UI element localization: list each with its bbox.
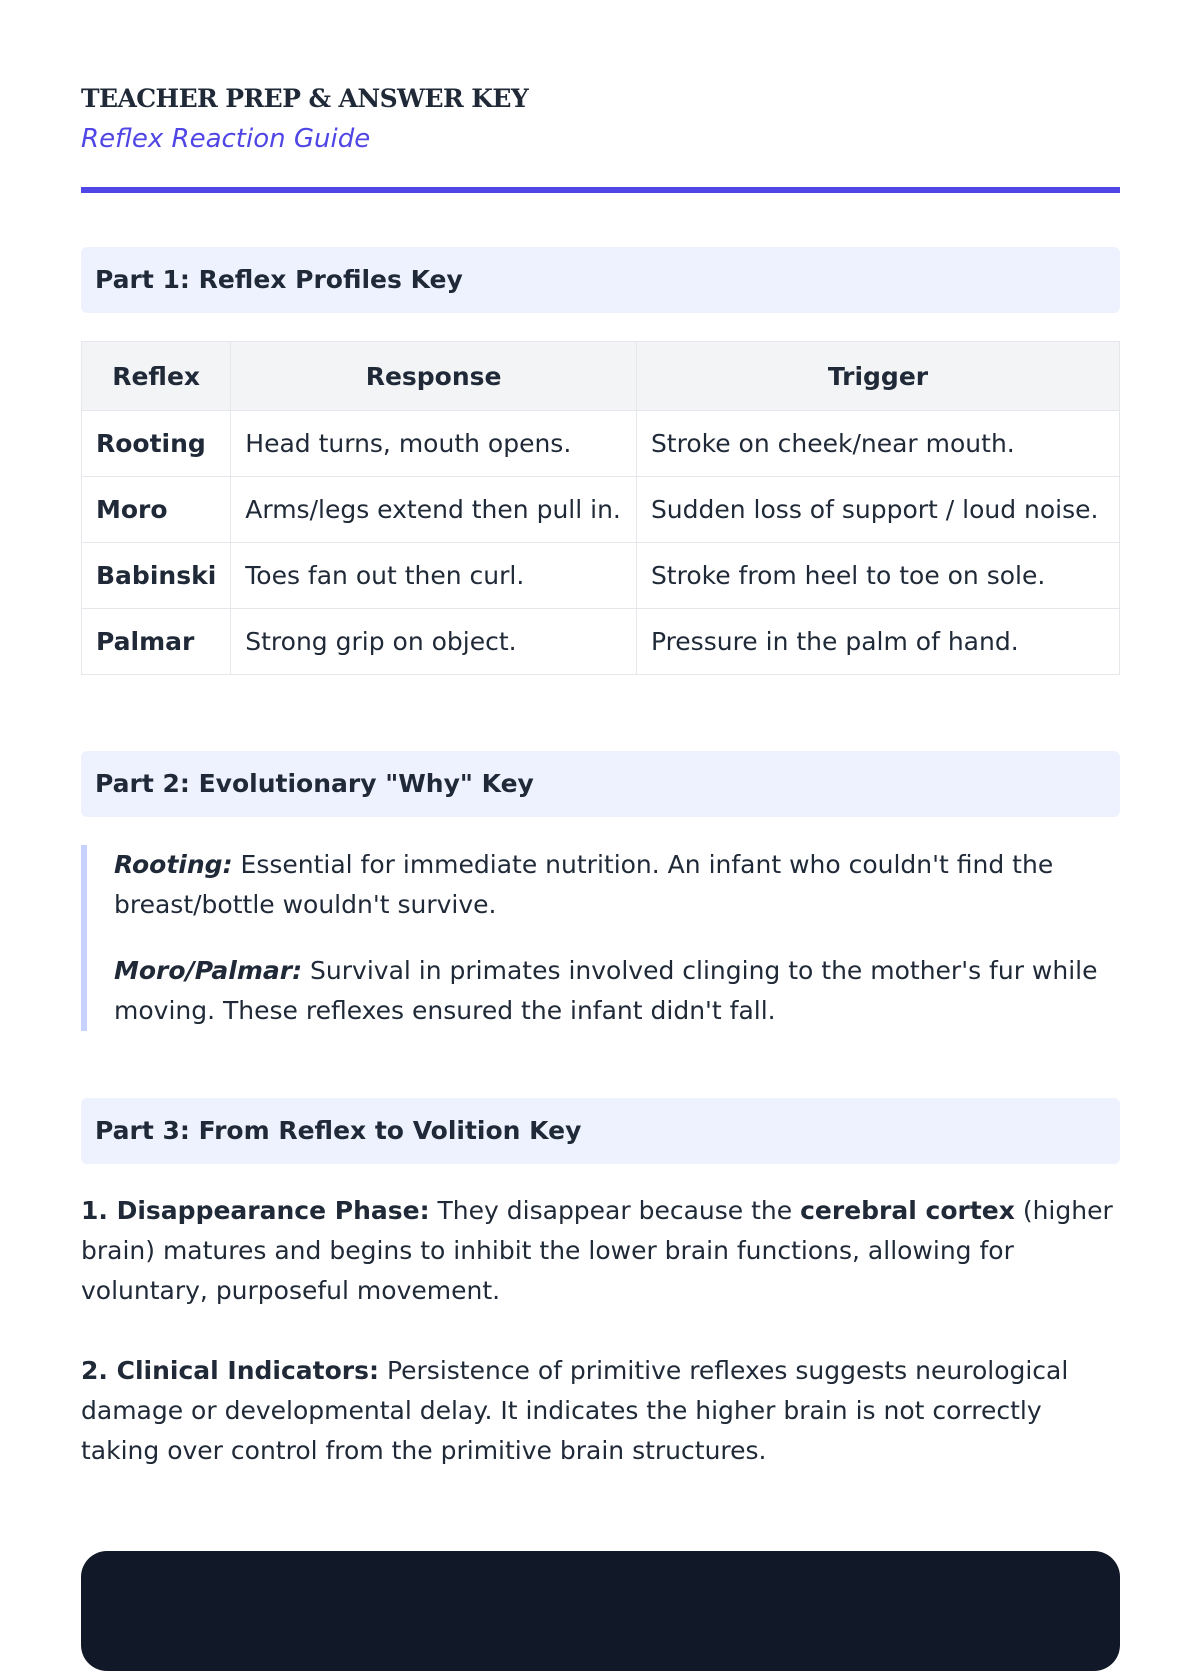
reflex-cell: Palmar [82,609,231,675]
volition-item-text: (higher brain) matures and begins to inhibit the lower brain functions, allowing for voluntary, purposeful movement. [81,1196,1113,1305]
column-header-reflex: Reflex [82,342,231,411]
reflex-cell: Moro [82,477,231,543]
column-header-response: Response [231,342,637,411]
why-item-rooting [114,845,1100,925]
why-item-lead: Moro/Palmar: [114,956,303,985]
volition-item-clinical [81,1351,1120,1471]
reflex-profiles-table [81,341,1120,675]
part3-heading: Part 3: From Reflex to Volition Key [81,1098,1120,1164]
footer-panel [81,1551,1120,1671]
table-header-row [82,342,1120,411]
table-row [82,411,1120,477]
volition-item-lead: 1. Disappearance Phase: [81,1196,430,1225]
table-row [82,477,1120,543]
part2-heading: Part 2: Evolutionary "Why" Key [81,751,1120,817]
why-item-text: Essential for immediate nutrition. An infant who couldn't find the breast/bottle wouldn't survive. [114,850,1054,919]
volition-item-text: Persistence of primitive reflexes suggests neurological damage or developmental delay. It indicates the higher brain is not correctly taking over control from the primitive brain structures. [81,1356,1069,1465]
trigger-cell: Sudden loss of support / loud noise. [636,477,1119,543]
why-item-text: Survival in primates involved clinging to the mother's fur while moving. These reflexes ensured the infant didn't fall. [114,956,1098,1025]
volition-item-lead: 2. Clinical Indicators: [81,1356,379,1385]
reflex-cell: Babinski [82,543,231,609]
header-divider [81,187,1120,193]
volition-item-disappearance [81,1191,1120,1311]
table-row [82,609,1120,675]
trigger-cell: Stroke from heel to toe on sole. [636,543,1119,609]
page-subtitle: Reflex Reaction Guide [81,124,371,154]
column-header-trigger: Trigger [636,342,1119,411]
why-item-lead: Rooting: [114,850,233,879]
volition-item-emphasis: cerebral cortex [800,1196,1015,1225]
response-cell: Arms/legs extend then pull in. [231,477,637,543]
trigger-cell: Pressure in the palm of hand. [636,609,1119,675]
trigger-cell: Stroke on cheek/near mouth. [636,411,1119,477]
response-cell: Toes fan out then curl. [231,543,637,609]
evolutionary-why-block [81,845,1120,1031]
why-item-moro-palmar [114,951,1100,1031]
response-cell: Strong grip on object. [231,609,637,675]
reflex-cell: Rooting [82,411,231,477]
volition-item-text: They disappear because the [429,1196,801,1225]
response-cell: Head turns, mouth opens. [231,411,637,477]
part1-heading: Part 1: Reflex Profiles Key [81,247,1120,313]
page-title: TEACHER PREP & ANSWER KEY [81,84,529,113]
table-row [82,543,1120,609]
